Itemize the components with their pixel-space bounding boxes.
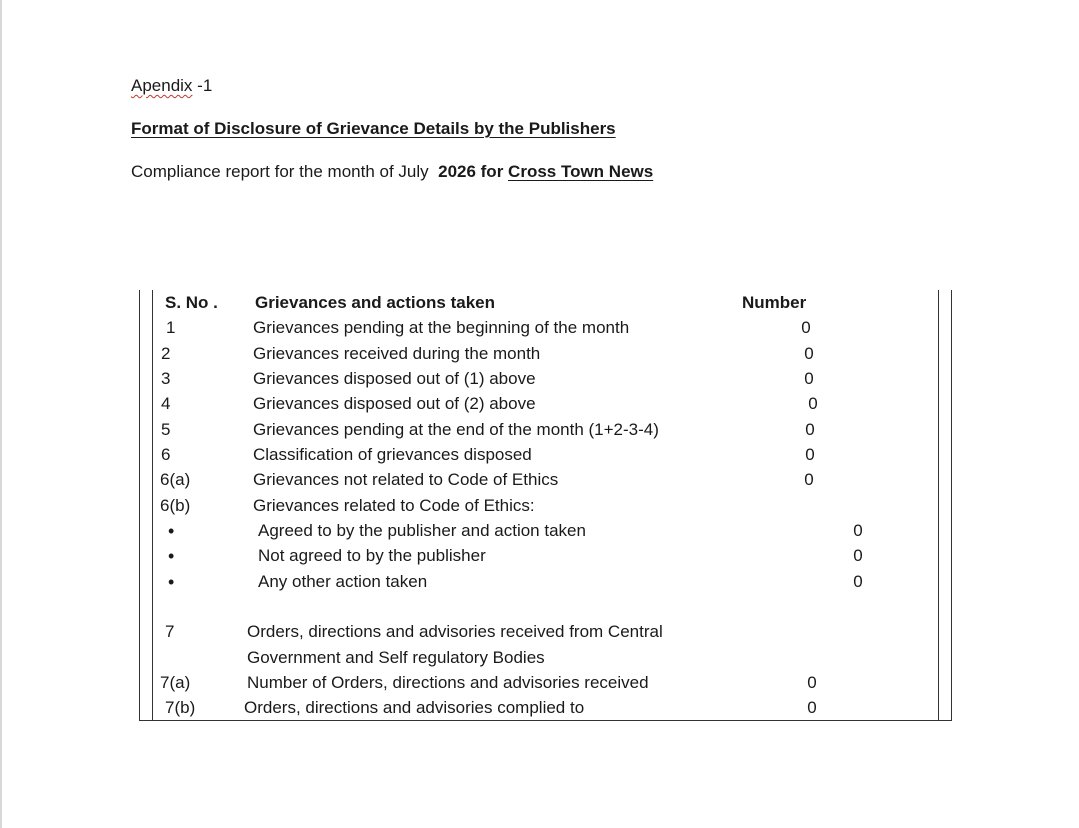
row-description: Any other action taken: [258, 572, 428, 591]
row-sno: 2: [161, 344, 171, 363]
appendix-number: -1: [197, 76, 213, 95]
table-border-right-inner: [938, 290, 939, 721]
row-number: 0: [808, 394, 818, 413]
page-edge: [0, 0, 2, 828]
row-number: 0: [853, 572, 863, 591]
table-border-right-outer: [951, 290, 952, 721]
row-sno: 7: [165, 622, 175, 641]
report-prefix: Compliance report for the month of July: [131, 162, 429, 181]
row-description: Orders, directions and advisories received from Central: [247, 622, 663, 641]
row-number: 0: [804, 344, 814, 363]
row-number: 0: [801, 318, 811, 337]
row-number: 0: [804, 470, 814, 489]
row-description: Classification of grievances disposed: [253, 445, 532, 464]
table-border-left-outer: [139, 290, 140, 721]
row-description: Number of Orders, directions and advisories received: [247, 673, 649, 692]
row-sno: 6(b): [160, 496, 191, 515]
table-border-bottom: [139, 720, 952, 721]
document-heading: Format of Disclosure of Grievance Details by the Publishers: [131, 119, 616, 138]
row-number: 0: [807, 673, 817, 692]
row-description: Grievances disposed out of (1) above: [253, 369, 536, 388]
row-description: Grievances related to Code of Ethics:: [253, 496, 535, 515]
header-number: Number: [742, 293, 807, 312]
bullet-icon: •: [168, 572, 175, 592]
header-sno: S. No .: [165, 293, 218, 312]
row-number: 0: [805, 420, 815, 439]
bullet-icon: •: [168, 521, 175, 541]
row-description: Grievances pending at the beginning of the month: [253, 318, 630, 337]
row-number: 0: [853, 546, 863, 565]
row-description: Grievances disposed out of (2) above: [253, 394, 536, 413]
row-sno: 6: [161, 445, 171, 464]
appendix-title: [131, 76, 212, 96]
row-sno: 7(b): [165, 698, 196, 717]
bullet-icon: •: [168, 546, 175, 566]
row-description: Grievances not related to Code of Ethics: [253, 470, 559, 489]
row-sno: 3: [161, 369, 171, 388]
report-line: [131, 162, 653, 182]
row-description: Agreed to by the publisher and action taken: [258, 521, 586, 540]
report-year: 2026 for: [438, 162, 504, 181]
row-sno: 4: [161, 394, 171, 413]
row-sno: 5: [161, 420, 171, 439]
header-description: Grievances and actions taken: [255, 293, 495, 312]
row-description: Grievances received during the month: [253, 344, 541, 363]
row-number: 0: [807, 698, 817, 717]
row-description: Not agreed to by the publisher: [258, 546, 486, 565]
row-number: 0: [804, 369, 814, 388]
row-sno: 7(a): [160, 673, 191, 692]
row-number: 0: [805, 445, 815, 464]
appendix-label: Apendix: [131, 76, 193, 95]
table-border-left-inner: [152, 290, 153, 721]
row-description: Orders, directions and advisories complied to: [244, 698, 585, 717]
row-description-continued: Government and Self regulatory Bodies: [247, 648, 545, 667]
row-sno: 6(a): [160, 470, 191, 489]
row-number: 0: [853, 521, 863, 540]
row-description: Grievances pending at the end of the month (1+2-3-4): [253, 420, 659, 439]
row-sno: 1: [166, 318, 176, 337]
publisher-name: Cross Town News: [508, 162, 654, 181]
